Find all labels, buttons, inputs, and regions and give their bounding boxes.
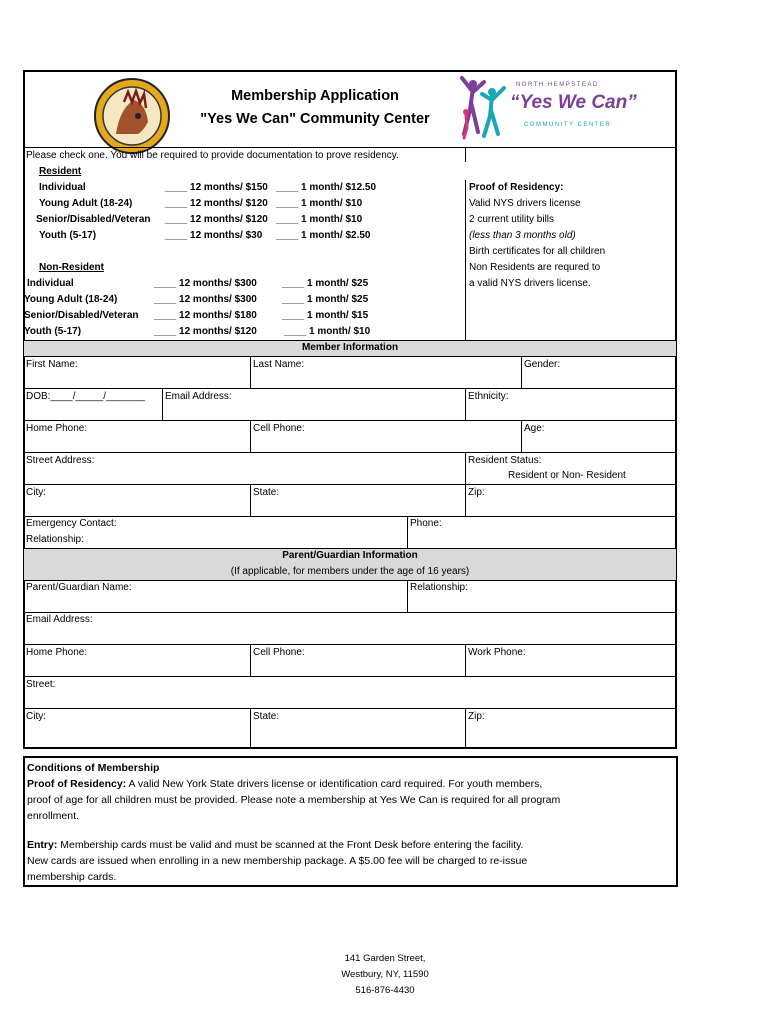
resident-individual-label: Individual [39,182,86,193]
resident-senior-label: Senior/Disabled/Veteran [36,214,151,225]
nonresident-individual-annual[interactable]: ____ 12 months/ $300 [154,278,257,289]
ethnicity-field[interactable]: Ethnicity: [468,391,509,402]
cell-phone-field[interactable]: Cell Phone: [253,423,305,434]
rule [407,516,408,548]
logo-bottom-text: COMMUNITY CENTER [524,122,612,128]
resident-youth-monthly[interactable]: ____ 1 month/ $2.50 [276,230,371,241]
rule [250,356,251,388]
proof-line-3: (less than 3 months old) [469,230,576,241]
nonresident-young-adult-monthly[interactable]: ____ 1 month/ $25 [282,294,369,305]
city-field[interactable]: City: [26,487,46,498]
rule [465,388,466,420]
rule [521,420,522,452]
resident-status-field[interactable]: Resident Status: [468,455,542,466]
rule [23,612,677,613]
gender-field[interactable]: Gender: [524,359,561,370]
logo-main-text: “Yes We Can” [510,92,637,113]
proof-line-1: Valid NYS drivers license [469,198,581,209]
last-name-field[interactable]: Last Name: [253,359,305,370]
guardian-info-heading: Parent/Guardian Information [282,550,418,561]
resident-status-options: Resident or Non- Resident [508,470,626,481]
nonresident-youth-annual[interactable]: ____ 12 months/ $120 [154,326,257,337]
nonresident-individual-label: Individual [27,278,74,289]
first-name-field[interactable]: First Name: [26,359,78,370]
nonresident-youth-monthly[interactable]: ____ 1 month/ $10 [284,326,371,337]
footer-phone: 516-876-4430 [355,985,415,996]
conditions-proof-label: Proof of Residency: [27,778,127,790]
rule [23,420,677,421]
nonresident-senior-monthly[interactable]: ____ 1 month/ $15 [282,310,369,321]
rule [23,580,677,581]
nonresident-young-adult-annual[interactable]: ____ 12 months/ $300 [154,294,257,305]
guardian-name-field[interactable]: Parent/Guardian Name: [26,582,132,593]
logo-top-text: NORTH HEMPSTEAD [516,82,599,88]
rule [465,484,466,516]
conditions-entry-text1: Membership cards must be valid and must be scanned at the Front Desk before entering the facility. [57,839,524,851]
rule [465,644,466,676]
rule [23,516,677,517]
rule [23,548,677,549]
rule [250,644,251,676]
rule [250,420,251,452]
nonresident-youth-label: Youth (5-17) [24,326,82,337]
rule [521,356,522,388]
proof-line-2: 2 current utility bills [469,214,555,225]
conditions-entry-label: Entry: [27,839,58,851]
form-title-line2: "Yes We Can" Community Center [200,111,430,127]
rule [465,452,466,484]
rule [23,356,677,357]
nonresident-individual-monthly[interactable]: ____ 1 month/ $25 [282,278,369,289]
resident-youth-annual[interactable]: ____ 12 months/ $30 [165,230,263,241]
state-field[interactable]: State: [253,487,280,498]
guardian-cell-phone-field[interactable]: Cell Phone: [253,647,305,658]
footer-address-line1: 141 Garden Street, [344,953,426,964]
zip-field[interactable]: Zip: [468,487,485,498]
proof-line-4: Birth certificates for all children [469,246,606,257]
guardian-city-field[interactable]: City: [26,711,46,722]
conditions-entry-text3: membership cards. [27,871,117,883]
rule [407,580,408,612]
resident-young-adult-annual[interactable]: ____ 12 months/ $120 [165,198,268,209]
conditions-entry-text2: New cards are issued when enrolling in a new membership package. A $5.00 fee will be charged to re-issue [27,855,528,867]
proof-line-6: a valid NYS drivers license. [469,278,591,289]
rule [250,708,251,748]
email-field[interactable]: Email Address: [165,391,232,402]
conditions-proof-text1: A valid New York State drivers license or identification card required. For youth members, [126,778,543,790]
conditions-proof-line1 [27,776,667,792]
dancers-icon [458,72,510,140]
nonresident-senior-annual[interactable]: ____ 12 months/ $180 [154,310,257,321]
nonresident-senior-label: Senior/Disabled/Veteran [24,310,139,321]
rule [250,484,251,516]
rule [23,676,677,677]
conditions-proof-text3: enrollment. [27,810,79,822]
resident-individual-annual[interactable]: ____ 12 months/ $150 [165,182,268,193]
resident-young-adult-label: Young Adult (18-24) [39,198,133,209]
guardian-email-field[interactable]: Email Address: [26,614,93,625]
resident-senior-annual[interactable]: ____ 12 months/ $120 [165,214,268,225]
dob-field[interactable]: DOB:____/_____/_______ [26,391,145,402]
town-seal-logo [94,78,170,154]
emergency-relationship-field[interactable]: Relationship: [26,534,84,545]
resident-youth-label: Youth (5-17) [39,230,97,241]
home-phone-field[interactable]: Home Phone: [26,423,88,434]
footer-address-line2: Westbury, NY, 11590 [341,969,429,980]
guardian-info-subheading: (If applicable, for members under the age of 16 years) [230,566,470,577]
rule [162,388,163,420]
proof-divider [465,180,466,340]
member-info-heading: Member Information [301,342,399,353]
yes-we-can-logo [458,72,637,140]
conditions-heading: Conditions of Membership [27,762,160,774]
guardian-home-phone-field[interactable]: Home Phone: [26,647,88,658]
rule [23,644,677,645]
guardian-zip-field[interactable]: Zip: [468,711,485,722]
guardian-street-field[interactable]: Street: [26,679,56,690]
instructions: Please check one. You will be required to provide documentation to prove residency. [26,150,399,161]
rule [23,340,677,341]
emergency-phone-field[interactable]: Phone: [410,518,442,529]
resident-heading: Resident [39,166,82,177]
form-title-line1: Membership Application [231,88,399,104]
guardian-work-phone-field[interactable]: Work Phone: [468,647,526,658]
street-address-field[interactable]: Street Address: [26,455,95,466]
header-divider [23,147,677,148]
rule [23,388,677,389]
application-form [23,70,677,749]
emergency-contact-field[interactable]: Emergency Contact: [26,518,117,529]
resident-senior-monthly[interactable]: ____ 1 month/ $10 [276,214,363,225]
conditions-proof-text2: proof of age for all children must be provided. Please note a membership at Yes We Can is required for all program [27,794,561,806]
nonresident-heading: Non-Resident [39,262,104,273]
resident-individual-monthly[interactable]: ____ 1 month/ $12.50 [276,182,377,193]
conditions-entry-line1 [27,837,667,853]
rule [23,708,677,709]
proof-line-5: Non Residents are requred to [469,262,601,273]
nonresident-young-adult-label: Young Adult (18-24) [24,294,118,305]
rule [23,452,677,453]
proof-heading: Proof of Residency: [469,182,564,193]
resident-young-adult-monthly[interactable]: ____ 1 month/ $10 [276,198,363,209]
guardian-state-field[interactable]: State: [253,711,280,722]
instructions-divider [465,147,466,162]
rule [465,708,466,748]
age-field[interactable]: Age: [524,423,545,434]
conditions-box [23,756,678,887]
rule [23,484,677,485]
guardian-relationship-field[interactable]: Relationship: [410,582,468,593]
